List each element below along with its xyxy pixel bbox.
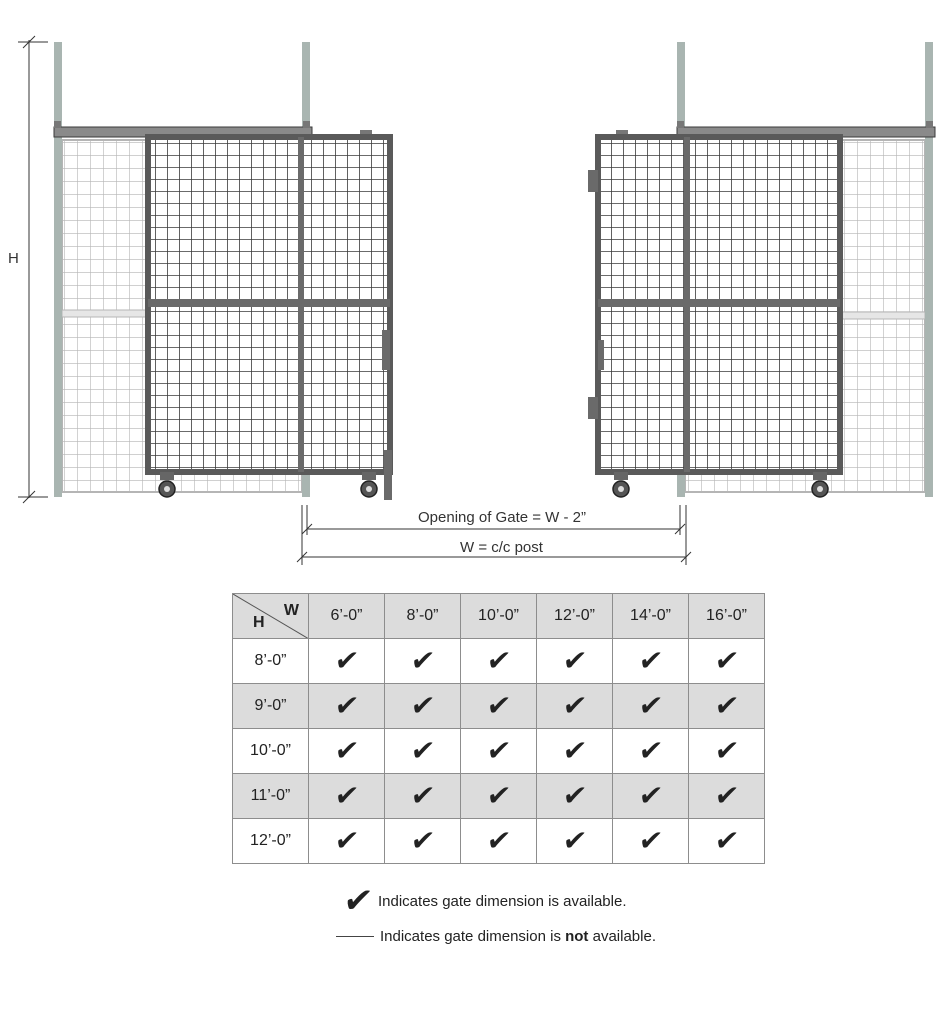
opening-label: Opening of Gate = W - 2” bbox=[418, 509, 586, 526]
height-header: 9’-0” bbox=[233, 684, 309, 729]
availability-cell bbox=[689, 774, 765, 819]
availability-cell bbox=[461, 819, 537, 864]
availability-cell bbox=[385, 774, 461, 819]
right-post-outer bbox=[925, 42, 933, 497]
availability-cell bbox=[537, 639, 613, 684]
check-icon: ✔ bbox=[408, 734, 437, 767]
legend-available-text: Indicates gate dimension is available. bbox=[378, 892, 627, 910]
check-icon: ✔ bbox=[712, 644, 741, 677]
check-icon: ✔ bbox=[484, 779, 513, 812]
left-post-outer bbox=[54, 42, 62, 497]
availability-cell bbox=[309, 819, 385, 864]
table-row bbox=[233, 639, 765, 684]
right-gate-assembly bbox=[588, 42, 935, 497]
availability-cell bbox=[613, 684, 689, 729]
left-caster-1 bbox=[159, 472, 175, 497]
availability-cell bbox=[385, 684, 461, 729]
availability-cell bbox=[537, 684, 613, 729]
check-icon: ✔ bbox=[636, 824, 665, 857]
check-icon: ✔ bbox=[332, 689, 361, 722]
check-icon: ✔ bbox=[712, 824, 741, 857]
availability-cell bbox=[309, 729, 385, 774]
check-icon: ✔ bbox=[560, 779, 589, 812]
height-header: 11’-0” bbox=[233, 774, 309, 819]
left-caster-2 bbox=[361, 472, 377, 497]
availability-cell bbox=[537, 819, 613, 864]
check-icon: ✔ bbox=[484, 689, 513, 722]
check-icon: ✔ bbox=[712, 734, 741, 767]
availability-cell bbox=[689, 819, 765, 864]
width-header: 14’-0” bbox=[613, 594, 689, 639]
availability-cell bbox=[385, 639, 461, 684]
height-header: 12’-0” bbox=[233, 819, 309, 864]
check-icon: ✔ bbox=[636, 779, 665, 812]
legend-not-available-bold: not bbox=[565, 928, 589, 945]
legend-not-available-prefix: Indicates gate dimension is bbox=[380, 928, 566, 945]
left-gate-assembly bbox=[54, 42, 392, 500]
check-icon: ✔ bbox=[332, 644, 361, 677]
width-header: 6’-0” bbox=[309, 594, 385, 639]
legend-not-available-suffix: available. bbox=[588, 928, 656, 945]
width-header: 12’-0” bbox=[537, 594, 613, 639]
availability-cell bbox=[689, 684, 765, 729]
check-icon: ✔ bbox=[712, 689, 741, 722]
height-header: 8’-0” bbox=[233, 639, 309, 684]
height-dimension bbox=[18, 36, 48, 503]
table-corner-cell bbox=[233, 594, 309, 639]
availability-cell bbox=[461, 639, 537, 684]
corner-w-label: W bbox=[283, 602, 299, 619]
availability-cell bbox=[309, 639, 385, 684]
availability-cell bbox=[537, 729, 613, 774]
right-caster-2 bbox=[812, 472, 828, 497]
check-icon: ✔ bbox=[484, 644, 513, 677]
availability-cell bbox=[385, 729, 461, 774]
check-icon: ✔ bbox=[636, 734, 665, 767]
availability-cell bbox=[613, 819, 689, 864]
width-label: W = c/c post bbox=[460, 539, 543, 556]
availability-cell bbox=[537, 774, 613, 819]
availability-cell bbox=[613, 639, 689, 684]
check-icon: ✔ bbox=[560, 824, 589, 857]
width-header: 8’-0” bbox=[385, 594, 461, 639]
check-icon: ✔ bbox=[332, 779, 361, 812]
availability-cell bbox=[613, 774, 689, 819]
legend-not-available bbox=[336, 928, 656, 945]
check-icon: ✔ bbox=[408, 644, 437, 677]
dash-icon bbox=[336, 936, 374, 937]
check-icon: ✔ bbox=[408, 779, 437, 812]
height-label: H bbox=[8, 250, 19, 267]
availability-cell bbox=[689, 729, 765, 774]
availability-cell bbox=[385, 819, 461, 864]
check-icon: ✔ bbox=[332, 824, 361, 857]
check-icon: ✔ bbox=[484, 734, 513, 767]
corner-h-label: H bbox=[253, 614, 265, 631]
check-icon: ✔ bbox=[560, 689, 589, 722]
availability-cell bbox=[461, 774, 537, 819]
check-icon: ✔ bbox=[332, 734, 361, 767]
check-icon: ✔ bbox=[408, 824, 437, 857]
availability-cell bbox=[461, 729, 537, 774]
table-row bbox=[233, 819, 765, 864]
availability-cell bbox=[461, 684, 537, 729]
height-header: 10’-0” bbox=[233, 729, 309, 774]
table-row bbox=[233, 774, 765, 819]
availability-cell bbox=[309, 774, 385, 819]
table-row bbox=[233, 684, 765, 729]
check-icon: ✔ bbox=[560, 644, 589, 677]
check-icon: ✔ bbox=[636, 644, 665, 677]
check-icon: ✔ bbox=[560, 734, 589, 767]
width-header: 16’-0” bbox=[689, 594, 765, 639]
check-icon: ✔ bbox=[712, 779, 741, 812]
check-icon: ✔ bbox=[408, 689, 437, 722]
check-icon: ✔ bbox=[636, 689, 665, 722]
table-row bbox=[233, 729, 765, 774]
width-header: 10’-0” bbox=[461, 594, 537, 639]
availability-cell bbox=[309, 684, 385, 729]
availability-cell bbox=[689, 639, 765, 684]
availability-table bbox=[232, 593, 765, 864]
right-caster-1 bbox=[613, 472, 629, 497]
check-icon: ✔ bbox=[340, 881, 376, 921]
availability-cell bbox=[613, 729, 689, 774]
check-icon: ✔ bbox=[484, 824, 513, 857]
legend-available bbox=[336, 881, 627, 921]
